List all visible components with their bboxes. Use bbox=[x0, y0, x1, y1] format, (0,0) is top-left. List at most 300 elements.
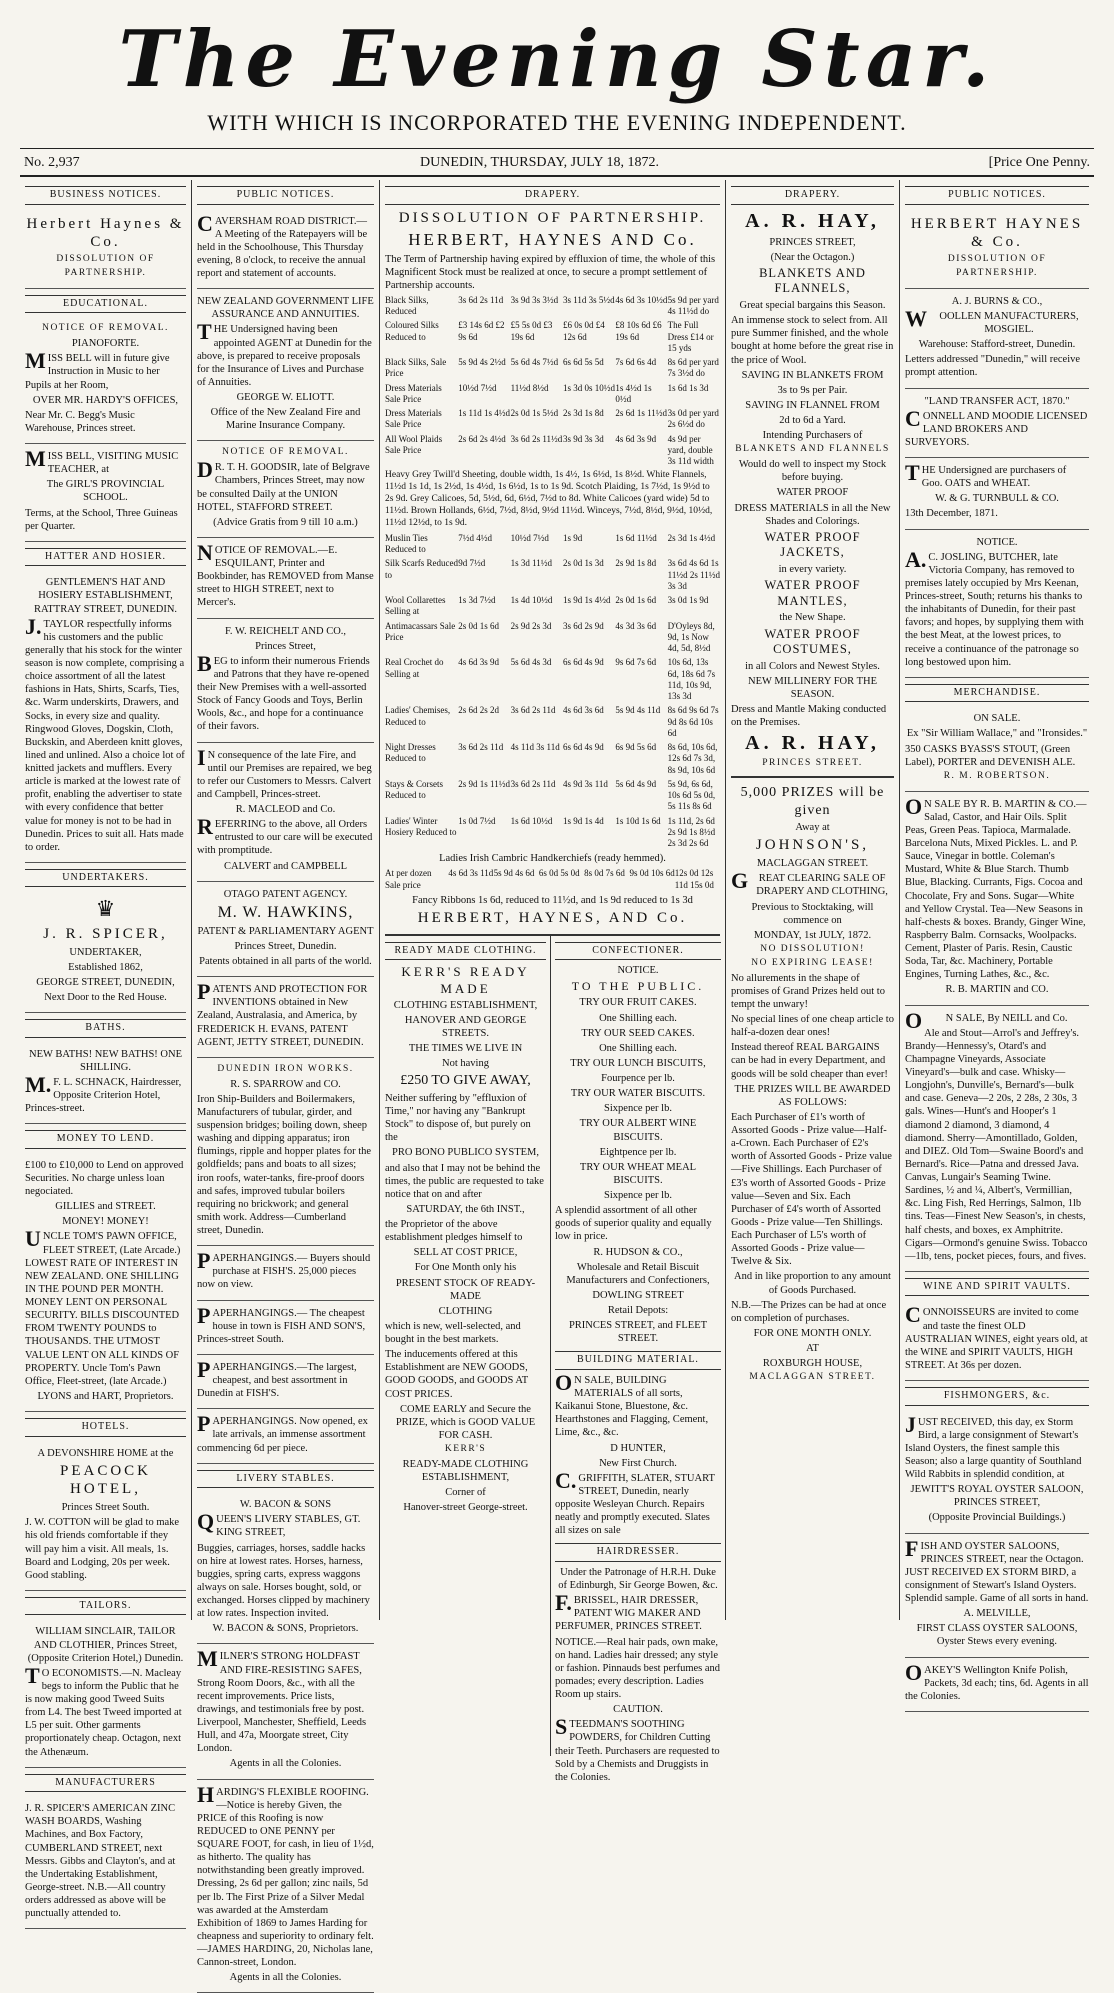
ad-line: One Shilling each. bbox=[555, 1042, 721, 1055]
ad-melville bbox=[905, 1534, 1089, 1658]
ad-body: No allurements in the shape of promises of Grand Prizes held out to tempt the unwary! bbox=[731, 972, 894, 1011]
ad-title: GENTLEMEN'S HAT AND HOSIERY ESTABLISHMENT, RATTRAY STREET, DUNEDIN. bbox=[25, 576, 186, 615]
price-cell: 3s 6d 2s 11d bbox=[511, 779, 563, 813]
ad-body: An immense stock to select from. All pure Summer finished, and the whole bought at home before the great rise in the price of Wool. bbox=[731, 314, 894, 367]
ad-line: FOR ONE MONTH ONLY. bbox=[731, 1327, 894, 1340]
section-heading: MANUFACTURERS bbox=[25, 1774, 186, 1793]
price-cell: £5 5s 0d £3 19s 6d bbox=[511, 320, 563, 354]
ad-line: PARTNERSHIP. bbox=[905, 268, 1089, 280]
section-heading: MONEY TO LEND. bbox=[25, 1130, 186, 1149]
ad-paper-4 bbox=[197, 1409, 374, 1463]
ad-title: NEW BATHS! NEW BATHS! ONE SHILLING. bbox=[25, 1048, 186, 1074]
ad-line: NEW MILLINERY FOR THE SEASON. bbox=[731, 675, 894, 701]
ad-title: M. W. HAWKINS, bbox=[197, 903, 374, 923]
price-cell: 6s 9d 5s 6d bbox=[615, 742, 667, 776]
ad-line: GEORGE STREET, DUNEDIN, bbox=[25, 976, 186, 989]
ad-body: A splendid assortment of all other goods of superior quality and equally low in price. bbox=[555, 1204, 721, 1243]
price-cell: Black Silks, Reduced bbox=[385, 295, 458, 318]
price-cell: Wool Collarettes Selling at bbox=[385, 595, 458, 618]
price-cell: At per dozen Sale price bbox=[385, 868, 448, 891]
ad-body: J.TAYLOR respectfully informs his customers and the public generally that his stock for the winter season is now complete, comprising a choice assortment of all the latest fashions in Hats, Shirts, Scarfs, Ties, &c. Warm underskirts, Drawers, and Socks, in every size and quality. Ringwood Gloves, Dogskin, Cloth, Buckskin, and Aberdeen knitt gloves, lined and unlined. Also a choice lot of knitted jackets and mufflers. Every article is marked at the lowest rate of profit, enabling the advertiser to state with every confidence that better value for money is not to be had in Dunedin. Prices to suit all. Hats made to order. bbox=[25, 618, 186, 854]
ad-body: REFERRING to the above, all Orders entrusted to our care will be executed with promptitude. bbox=[197, 818, 374, 857]
ad-body: DR. T. H. GOODSIR, late of Belgrave Chambers, Princes Street, may now be consulted Daily at the UNION HOTEL, STAFFORD STREET. bbox=[197, 461, 374, 514]
ad-line: Princes Street South. bbox=[25, 1501, 186, 1514]
ad-line: PRINCES STREET, bbox=[731, 236, 894, 249]
section-heading: PUBLIC NOTICES. bbox=[197, 186, 374, 205]
price-cell: 9s 6d 7s 6d bbox=[615, 657, 667, 702]
ad-esquilant bbox=[197, 538, 374, 619]
column-3 bbox=[380, 180, 726, 1620]
ad-line: PARTNERSHIP. bbox=[25, 268, 186, 280]
ad-title: PEACOCK HOTEL, bbox=[25, 1462, 186, 1500]
issue-number: No. 2,937 bbox=[24, 155, 80, 171]
section-heading: HATTER AND HOSIER. bbox=[25, 548, 186, 567]
price-cell: 4s 6d 3s 9d bbox=[615, 434, 667, 468]
price-cell: 10½d 7½d bbox=[511, 533, 563, 556]
ad-line: Eightpence per lb. bbox=[555, 1146, 721, 1159]
ad-line: Warehouse: Stafford-street, Dunedin. bbox=[905, 338, 1089, 351]
price-row bbox=[385, 408, 720, 431]
price-cell: 2s 6d 1s 11½d bbox=[615, 408, 667, 431]
ad-evans bbox=[197, 977, 374, 1058]
price-cell: Dress Materials Sale Price bbox=[385, 383, 458, 406]
ad-title: NOTICE OF REMOVAL. bbox=[25, 323, 186, 335]
ad-body: TO ECONOMISTS.—N. Macleay begs to inform the Public that he is now making good Tweed Suits from L4. The best Tweed imported at L5 per suit. Other garments proportionately cheap. Octagon, next the Athenæum. bbox=[25, 1667, 186, 1759]
ad-title: JOHNSON'S, bbox=[731, 836, 894, 855]
column-5 bbox=[900, 180, 1094, 1620]
price-cell: 5s 6d 4s 3d bbox=[511, 657, 563, 702]
ad-line: Agents in all the Colonies. bbox=[197, 1757, 374, 1770]
ad-line: W. & G. TURNBULL & CO. bbox=[905, 492, 1089, 505]
ad-title: 5,000 PRIZES will be given bbox=[731, 784, 894, 819]
ad-title: QUEEN'S LIVERY STABLES, GT. KING STREET, bbox=[197, 1513, 374, 1539]
ad-line: Previous to Stocktaking, will commence on bbox=[731, 901, 894, 927]
section-heading: DRAPERY. bbox=[385, 186, 720, 205]
ad-turnbull bbox=[905, 458, 1089, 530]
price-list bbox=[385, 295, 720, 468]
price-cell: 2s 9d 1s 8d bbox=[615, 558, 667, 592]
ad-peacock bbox=[25, 1441, 186, 1591]
ad-bell-visiting bbox=[25, 444, 186, 542]
price-cell: 3s 6d 2s 11½d bbox=[511, 434, 563, 468]
ad-body: Each Purchaser of £1's worth of Assorted Goods - Prize value—Half-a-Crown. Each Purchaser of £2's worth of Assorted Goods - Prize value—Five Shillings. Each Purchaser of £3's worth of Assorted Goods - Prize value—Seven and Six. Each Purchaser of £4's worth of Assorted Goods - Prize value—Ten Shillings. Each Purchaser of L5's worth of Assorted Goods - Prize value—Twelve & Six. bbox=[731, 1111, 894, 1269]
price-list bbox=[385, 533, 720, 850]
section-heading: HOTELS. bbox=[25, 1418, 186, 1437]
ad-body: F.BRISSEL, HAIR DRESSER, PATENT WIG MAKER AND PERFUMER, PRINCES STREET. bbox=[555, 1594, 721, 1633]
column-2 bbox=[192, 180, 380, 1620]
ad-line: BLANKETS AND FLANNELS bbox=[731, 444, 894, 456]
ad-josling bbox=[905, 530, 1089, 678]
ad-title: KERR'S bbox=[385, 1444, 546, 1456]
ad-nzgov bbox=[197, 289, 374, 441]
ad-sinclair bbox=[25, 1619, 186, 1767]
ad-body: J. R. SPICER'S AMERICAN ZINC WASH BOARDS, Washing Machines, and Box Factory, CUMBERLAND STREET, next Messrs. Gibbs and Clayton's, and at the Undertaking Establishment, George-street. N.B.—All country orders addressed as above will be punctually attended to. bbox=[25, 1802, 186, 1920]
masthead bbox=[20, 10, 1094, 140]
price-cell: 5s 9d 4s 11d bbox=[615, 705, 667, 739]
ad-body: HARDING'S FLEXIBLE ROOFING. —Notice is hereby Given, the PRICE of this Roofing is now REDUCED to ONE PENNY per SQUARE FOOT, for cash, in lieu of 1½d, as hitherto. The quality has notwithstanding been greatly improved. Dressing, 2s 6d per gallon; zinc nails, 5d per lb. The First Prize of a Silver Medal was awarded at the Amsterdam Exhibition of 1869 to James Harding for cheapness and superiority to ordinary felt.—JAMES HARDING, 20, Nicholas lane, Cannon-street, London. bbox=[197, 1786, 374, 1970]
ad-body: CONNOISSEURS are invited to come and taste the finest OLD AUSTRALIAN WINES, eight years old, at the WINE and SPIRIT VAULTS, HIGH STREET. At 36s per dozen. bbox=[905, 1306, 1089, 1372]
price-cell: 4s 6d 3s 10½d bbox=[615, 295, 667, 318]
price-cell: 3s 0d per yard 2s 6½d do bbox=[668, 408, 720, 431]
ad-body: Letters addressed "Dunedin," will receive prompt attention. bbox=[905, 353, 1089, 379]
column-1 bbox=[20, 180, 192, 1620]
ad-iron-works bbox=[197, 1058, 374, 1246]
price-cell: 6s 0d 5s 0d bbox=[539, 868, 584, 891]
ad-line: LYONS and HART, Proprietors. bbox=[25, 1390, 186, 1403]
ad-body: Ale and Stout—Arrol's and Jeffrey's. Brandy—Hennessy's, Otard's and Champagne Vineyards, Associate Vineyard's—bulk and case. Whisky—Longjohn's, Dunville's, Bernard's—bulk and case. Geneva—2 20s, 2 28s, 2 30s, 3 gals. Wines—Hunt's and Hooper's 1 diamond 2 diamond, 3 diamond, 4 diamond. Sherry—Amontillado, Golden, and DIEZ. Old Tom—Swaine Boord's and Bernard's. Rice—Patna and dressed Java. Canvas, Lungair's Seaming Twine. Sardines, ½ and ¼, Albert's, Vermillian, &c. Ling Fish, Red Herrings, Salmon, 1lb tins. Teas—Finest New Season's, in chests, half chests, and boxes, ex Amphitrite. Cigars—Ormond's genuine Swiss. Tobacco—1lb, tens, pocket pieces, fours, and fives. bbox=[905, 1027, 1089, 1263]
ad-haynes bbox=[25, 209, 186, 289]
ad-body: which is new, well-selected, and bought in the best markets. bbox=[385, 1320, 546, 1346]
ad-body: 350 CASKS BYASS'S STOUT, (Green Label), PORTER and DEVENISH ALE. bbox=[905, 743, 1089, 769]
ad-taylor bbox=[25, 570, 186, 863]
ad-body: NOTICE OF REMOVAL.—E. ESQUILANT, Printer and Bookbinder, has REMOVED from Manse street to HIGH STREET, next to Mercer's. bbox=[197, 544, 374, 610]
ad-line: Agents in all the Colonies. bbox=[197, 1971, 374, 1984]
price-cell: 1s 11d 1s 4½d bbox=[458, 408, 510, 431]
price-cell: 4s 6d 3s 6d bbox=[563, 705, 615, 739]
ad-body: MISS BELL will in future give Instruction in Music to her Pupils at her Room, bbox=[25, 352, 186, 391]
price-cell: 3s 6d 4s 6d 1s 11½d 2s 11½d 3s 3d bbox=[668, 558, 720, 592]
ad-line: WATER PROOF bbox=[731, 486, 894, 499]
price-cell: 4s 3d 3s 6d bbox=[615, 621, 667, 655]
section-heading: BUSINESS NOTICES. bbox=[25, 186, 186, 205]
price-cell: 7s 6d 6s 4d bbox=[615, 357, 667, 380]
price-cell: Silk Scarfs Reduced to bbox=[385, 558, 458, 592]
issue-price: [Price One Penny. bbox=[989, 155, 1090, 171]
ad-haynes-2 bbox=[905, 209, 1089, 289]
price-cell: 4s 6d 3s 11d bbox=[448, 868, 493, 891]
ad-body: Neither suffering by "effluxion of Time," nor having any "Bankrupt Stock" to dispose of, but purely on the bbox=[385, 1092, 546, 1145]
price-cell: £6 0s 0d £4 12s 6d bbox=[563, 320, 615, 354]
column-3b bbox=[555, 936, 721, 1756]
price-cell: 1s 9d 1s 4d bbox=[563, 816, 615, 850]
ad-line: MONDAY, 1st JULY, 1872. bbox=[731, 929, 894, 942]
price-cell: Coloured Silks Reduced to bbox=[385, 320, 458, 354]
ad-robertson bbox=[905, 706, 1089, 791]
ad-line: W. BACON & SONS bbox=[197, 1498, 374, 1511]
ad-line: DOWLING STREET bbox=[555, 1289, 721, 1302]
ad-title: HERBERT, HAYNES AND Co. bbox=[385, 229, 720, 250]
ad-line: (Near the Octagon.) bbox=[731, 251, 894, 264]
ad-line: Great special bargains this Season. bbox=[731, 299, 894, 312]
ad-line: in every variety. bbox=[731, 563, 894, 576]
price-row bbox=[385, 742, 720, 776]
ad-line: Under the Patronage of H.R.H. Duke of Edinburgh, Sir George Bowen, &c. bbox=[555, 1566, 721, 1592]
price-cell: 2s 6d 2s 4½d bbox=[458, 434, 510, 468]
ad-line: THE PRIZES WILL BE AWARDED AS FOLLOWS: bbox=[731, 1083, 894, 1109]
ad-line: MACLAGGAN STREET. bbox=[731, 1372, 894, 1384]
price-row bbox=[385, 383, 720, 406]
ad-body: PAPERHANGINGS.— Buyers should purchase at FISH'S. 25,000 pieces now on view. bbox=[197, 1252, 374, 1291]
ad-line: The GIRL'S PROVINCIAL SCHOOL. bbox=[25, 478, 186, 504]
ad-line: A. MELVILLE, bbox=[905, 1607, 1089, 1620]
ad-line: Patents obtained in all parts of the world. bbox=[197, 955, 374, 968]
ad-line: CLOTHING bbox=[385, 1305, 546, 1318]
ad-title: GREAT CLEARING SALE OF DRAPERY AND CLOTHING, bbox=[731, 872, 894, 898]
section-heading: READY MADE CLOTHING. bbox=[385, 942, 546, 961]
ad-body: ON SALE BY R. B. MARTIN & CO.— Salad, Castor, and Hair Oils. Split Peas, Green Peas. Tapioca, Marmalade. Barcelona Nuts, Mixed Pickles. L. and P. Sauce, Vinegar in bottle. Coleman's Mustard, White & Blue Starch. Thumb Blue, Blacking. Currants, Figs. Cocoa and Chocolate, Fry and Sons. Sugar—White and Yellow Crystal. Tea—New Seasons in half-chests & boxes. Brandy, Ginger Wine, Raspberry Balm. Cornsacks, Woolpacks. Cement, Plaster of Paris. Resin, Caustic Soda, Tar, &c. Machinery, Portable Engines, Turning Lathes, &c., &c. bbox=[905, 798, 1089, 982]
ad-body: A.C. JOSLING, BUTCHER, late Victoria Company, has removed to premises lately occupied by Mrs Keenan, Princes-street, South; returns his thanks to the inhabitants of Dunedin, for their past favors; and hopes, by supplying them with the best Meat, at the lowest prices, to receive a continuance of the patronage so long bestowed upon him. bbox=[905, 551, 1089, 669]
ad-title: NEW ZEALAND GOVERNMENT LIFE ASSURANCE AND ANNUITIES. bbox=[197, 295, 374, 321]
ad-body: UNCLE TOM'S PAWN OFFICE, FLEET STREET, (Late Arcade.) LOWEST RATE OF INTEREST IN NEW ZEALAND. ONE SHILLING IN THE POUND PER MONTH. MONEY LENT ON PERSONAL SECURITY. BILLS DISCOUNTED FROM TWENTY POUNDS to THOUSANDS. THE UTMOST VALUE LENT ON ALL KINDS OF PROPERTY. Uncle Tom's Pawn Office, Fleet-street, (late Arcade.) bbox=[25, 1230, 186, 1388]
price-row bbox=[385, 705, 720, 739]
section-heading: LIVERY STABLES. bbox=[197, 1470, 374, 1489]
price-cell: 1s 4½d 1s 0½d bbox=[615, 383, 667, 406]
columns bbox=[20, 180, 1094, 1620]
ad-body: Iron Ship-Builders and Boilermakers, Manufacturers of tubular, girder, and suspension bridges; boiling down, sheep washing and dipping apparatus; iron flumings, ripple and hopper plates for the goldfields; pans and boats to all sizes; iron roofs, water-tanks, fire-proof doors and safes, improved tubular boilers requiring no brickwork; and general smith work. Address—Cumberland street, Dunedin. bbox=[197, 1093, 374, 1237]
ad-body: Instead thereof REAL BARGAINS can be had in every Department, and goods will be sold cheaper than ever! bbox=[731, 1041, 894, 1080]
ad-body: ON SALE, BUILDING MATERIALS of all sorts, Kaikanui Stone, Bluestone, &c. Hearthstones and Flagging, Cement, Lime, &c., &c. bbox=[555, 1374, 721, 1440]
price-cell: £3 14s 6d £2 9s 6d bbox=[458, 320, 510, 354]
ad-body: Buggies, carriages, horses, saddle hacks on hire at lowest rates. Horses, harness, buggies, spring carts, express waggons always on sale. Horses bought, sold, or exchanged. Horses clipped by machinery at low rates. Inspection invited. bbox=[197, 1542, 374, 1621]
ad-line: GILLIES and STREET. bbox=[25, 1200, 186, 1213]
ad-body: NOTICE.—Real hair pads, own make, on hand. Ladies hair dressed; any style or fashion. Pinnauds best perfumes and pomades; every description. Ladies Room up stairs. bbox=[555, 1636, 721, 1702]
ad-line: READY-MADE CLOTHING ESTABLISHMENT, bbox=[385, 1458, 546, 1484]
price-cell: 3s 6d 2s 11d bbox=[458, 295, 510, 318]
price-cell: 8s 0d 7s 6d bbox=[584, 868, 629, 891]
price-cell: 2s 6d 2s 2d bbox=[458, 705, 510, 739]
section-heading: UNDERTAKERS. bbox=[25, 869, 186, 888]
ad-body: MISS BELL, VISITING MUSIC TEACHER, at bbox=[25, 450, 186, 476]
ad-line: SAVING IN FLANNEL FROM bbox=[731, 399, 894, 412]
ad-line: (Opposite Provincial Buildings.) bbox=[905, 1511, 1089, 1524]
ad-line: DISSOLUTION OF bbox=[25, 254, 186, 266]
ad-line: One Shilling each. bbox=[555, 1012, 721, 1025]
ad-line: R. MACLEOD and Co. bbox=[197, 803, 374, 816]
ad-line: Not having bbox=[385, 1057, 546, 1070]
price-cell: 3s 11d 3s 5½d bbox=[563, 295, 615, 318]
ad-line: Intending Purchasers of bbox=[731, 429, 894, 442]
price-row bbox=[385, 868, 720, 891]
ad-line: Terms, at the School, Three Guineas per Quarter. bbox=[25, 507, 186, 533]
ad-body: PAPERHANGINGS.—The largest, cheapest, and best assortment in Dunedin at FISH'S. bbox=[197, 1361, 374, 1400]
ad-line: TRY OUR WATER BISCUITS. bbox=[555, 1087, 721, 1100]
ad-body: M.F. L. SCHNACK, Hairdresser, Opposite Criterion Hotel, Princes-street. bbox=[25, 1076, 186, 1115]
ad-line: DISSOLUTION OF bbox=[905, 254, 1089, 266]
ad-line: CLOTHING ESTABLISHMENT, bbox=[385, 999, 546, 1012]
ad-bacon bbox=[197, 1492, 374, 1644]
ad-connoisseurs bbox=[905, 1300, 1089, 1381]
ad-title: ON SALE. bbox=[905, 712, 1089, 725]
price-row bbox=[385, 295, 720, 318]
ad-line: COME EARLY and Secure the PRIZE, which is GOOD VALUE FOR CASH. bbox=[385, 1403, 546, 1442]
ad-line: PRINCES STREET. bbox=[731, 758, 894, 770]
ad-line: CALVERT and CAMPBELL bbox=[197, 860, 374, 873]
ad-line: SELL AT COST PRICE, bbox=[385, 1246, 546, 1259]
ad-line: WATER PROOF JACKETS, bbox=[731, 530, 894, 561]
price-cell: Real Crochet do Selling at bbox=[385, 657, 458, 702]
ad-line: New First Church. bbox=[555, 1457, 721, 1470]
ad-line: W. BACON & SONS, Proprietors. bbox=[197, 1622, 374, 1635]
ad-body: PAPERHANGINGS. Now opened, ex late arrivals, an immense assortment commencing 6d per piece. bbox=[197, 1415, 374, 1454]
price-row bbox=[385, 657, 720, 702]
ad-title: TO THE PUBLIC. bbox=[555, 979, 721, 994]
price-cell: 5s 9d 4s 2½d bbox=[458, 357, 510, 380]
price-cell: 4s 6d 3s 9d bbox=[458, 657, 510, 702]
issue-date: DUNEDIN, THURSDAY, JULY 18, 1872. bbox=[420, 155, 659, 171]
ad-title: NOTICE. bbox=[905, 536, 1089, 549]
price-cell: 8s 6d per yard 7s 3½d do bbox=[668, 357, 720, 380]
ad-line: Ladies Irish Cambric Handkerchiefs (ready hemmed). bbox=[385, 852, 720, 865]
ad-line: Near Mr. C. Begg's Music Warehouse, Princes street. bbox=[25, 409, 186, 435]
ad-line: Established 1862, bbox=[25, 961, 186, 974]
price-cell: 3s 6d 2s 11d bbox=[511, 705, 563, 739]
price-cell: 2s 0d 1s 6d bbox=[615, 595, 667, 618]
ad-title: KERR'S READY MADE bbox=[385, 964, 546, 997]
ad-line: PATENT & PARLIAMENTARY AGENT bbox=[197, 925, 374, 938]
price-cell: 1s 0d 7½d bbox=[458, 816, 510, 850]
price-cell: 2s 3d 1s 4½d bbox=[668, 533, 720, 556]
price-cell: 2s 0d 1s 3d bbox=[563, 558, 615, 592]
ad-body: BEG to inform their numerous Friends and Patrons that they have re-opened their New Premises with a well-assorted Stock of Fancy Goods and Toys, Berlin Wools, &c., and hope for a continuance of their favors. bbox=[197, 655, 374, 734]
ad-line: TRY OUR SEED CAKES. bbox=[555, 1027, 721, 1040]
ad-jewitt bbox=[905, 1410, 1089, 1534]
royal-crest-icon: ♛ bbox=[25, 895, 186, 923]
dateline-bar bbox=[20, 148, 1094, 177]
ad-line: 13th December, 1871. bbox=[905, 507, 1089, 520]
section-heading: HAIRDRESSER. bbox=[555, 1543, 721, 1562]
price-cell: 1s 6d 11½d bbox=[615, 533, 667, 556]
ad-line: Would do well to inspect my Stock before buying. bbox=[731, 458, 894, 484]
price-cell: Stays & Corsets Reduced to bbox=[385, 779, 458, 813]
ad-body: The inducements offered at this Establishment are NEW GOODS, GOOD GOODS, and GOODS AT COST PRICES. bbox=[385, 1348, 546, 1401]
ad-line: For One Month only his bbox=[385, 1261, 546, 1274]
ad-line: Office of the New Zealand Fire and Marine Insurance Company. bbox=[197, 406, 374, 432]
ad-line: 3s to 9s per Pair. bbox=[731, 384, 894, 397]
ad-line: Corner of bbox=[385, 1486, 546, 1499]
price-cell: 8s 6d 9s 6d 7s 9d 8s 6d 10s 6d bbox=[668, 705, 720, 739]
newspaper-subtitle: WITH WHICH IS INCORPORATED THE EVENING INDEPENDENT. bbox=[20, 110, 1094, 136]
ad-line: AT bbox=[731, 1342, 894, 1355]
price-cell: 3s 6d 2s 11d bbox=[458, 742, 510, 776]
price-row bbox=[385, 621, 720, 655]
ad-connell bbox=[905, 389, 1089, 459]
ad-caversham bbox=[197, 209, 374, 290]
ad-line: THE TIMES WE LIVE IN bbox=[385, 1042, 546, 1055]
ad-line: NO DISSOLUTION! bbox=[731, 944, 894, 956]
price-cell: 1s 11d, 2s 6d 2s 9d 1s 8½d 2s 3d 2s 6d bbox=[668, 816, 720, 850]
price-cell: Ladies' Winter Hosiery Reduced to bbox=[385, 816, 458, 850]
ad-paper-2 bbox=[197, 1301, 374, 1355]
ad-line: Away at bbox=[731, 821, 894, 834]
price-cell: 1s 9d bbox=[563, 533, 615, 556]
ad-line: TRY OUR FRUIT CAKES. bbox=[555, 996, 721, 1009]
ad-line: Wholesale and Retail Biscuit Manufacturers and Confectioners, bbox=[555, 1261, 721, 1287]
price-cell: £8 10s 6d £6 19s 6d bbox=[615, 320, 667, 354]
ad-line: HANOVER AND GEORGE STREETS. bbox=[385, 1014, 546, 1040]
ad-title: £250 TO GIVE AWAY, bbox=[385, 1072, 546, 1090]
price-cell: 6s 6d 5s 5d bbox=[563, 357, 615, 380]
ad-baths bbox=[25, 1042, 186, 1125]
price-cell: 2s 9d 2s 3d bbox=[511, 621, 563, 655]
price-cell: 2s 3d 1s 8d bbox=[563, 408, 615, 431]
ad-line: FIRST CLASS OYSTER SALOONS, Oyster Stews every evening. bbox=[905, 1622, 1089, 1648]
ad-line: WATER PROOF MANTLES, bbox=[731, 578, 894, 609]
ad-money bbox=[25, 1153, 186, 1412]
ad-body: N.B.—The Prizes can be had at once on completion of purchases. bbox=[731, 1299, 894, 1325]
ad-oakey bbox=[905, 1658, 1089, 1712]
section-heading: TAILORS. bbox=[25, 1597, 186, 1616]
price-row bbox=[385, 357, 720, 380]
price-cell: 1s 9d 1s 4½d bbox=[563, 595, 615, 618]
ad-body: The Term of Partnership having expired by effluxion of time, the whole of this Magnificent Stock must be realized at once, to secure a prompt settlement of Partnership accounts. bbox=[385, 253, 720, 292]
ad-body: the Proprietor of the above establishment pledges himself to bbox=[385, 1218, 546, 1244]
ad-line: A. J. BURNS & CO., bbox=[905, 295, 1089, 308]
ad-body: IN consequence of the late Fire, and until our Premises are repaired, we beg to refer our Customers to Messrs. Calvert and Campbell, Princes-street. bbox=[197, 749, 374, 802]
ad-title: ON SALE, By NEILL and Co. bbox=[905, 1012, 1089, 1025]
ad-line: MACLAGGAN STREET. bbox=[731, 857, 894, 870]
ad-line: D HUNTER, bbox=[555, 1442, 721, 1455]
ad-body: and also that I may not be behind the times, the public are requested to take notice that on and after bbox=[385, 1162, 546, 1201]
sub-columns bbox=[385, 934, 720, 1756]
ad-title: NOTICE OF REMOVAL. bbox=[197, 447, 374, 459]
ad-paper-1 bbox=[197, 1246, 374, 1300]
price-cell: 4s 9d per yard, double 3s 11d width bbox=[668, 434, 720, 468]
price-cell: Dress Materials Sale Price bbox=[385, 408, 458, 431]
ad-title: WILLIAM SINCLAIR, TAILOR AND CLOTHIER, Princes Street, (Opposite Criterion Hotel,) Dunedin. bbox=[25, 1625, 186, 1664]
ad-line: Fancy Ribbons 1s 6d, reduced to 11½d, and 1s 9d reduced to 1s 3d bbox=[385, 894, 720, 907]
price-cell: D'Oyleys 8d, 9d, 1s Now 4d, 5d, 8½d bbox=[668, 621, 720, 655]
price-cell: 1s 6d 1s 3d bbox=[668, 383, 720, 406]
section-heading: DRAPERY. bbox=[731, 186, 894, 205]
ad-line: Sixpence per lb. bbox=[555, 1102, 721, 1115]
price-cell: 4s 9d 3s 11d bbox=[563, 779, 615, 813]
ad-body: Dress and Mantle Making conducted on the Premises. bbox=[731, 703, 894, 729]
price-cell: 1s 4d 10½d bbox=[511, 595, 563, 618]
ad-line: SAVING IN BLANKETS FROM bbox=[731, 369, 894, 382]
price-cell: 5s 9d 4s 6d bbox=[494, 868, 539, 891]
ad-body: FISH AND OYSTER SALOONS, PRINCES STREET, near the Octagon. JUST RECEIVED EX STORM BIRD, a consignment of Stewart's Island Oysters. Splendid sample. Game of all sorts in hand. bbox=[905, 1540, 1089, 1606]
ad-line: R. S. SPARROW and CO. bbox=[197, 1078, 374, 1091]
ad-line: ROXBURGH HOUSE, bbox=[731, 1357, 894, 1370]
ad-zinc bbox=[25, 1796, 186, 1929]
ad-line: Next Door to the Red House. bbox=[25, 991, 186, 1004]
price-cell: 8s 6d, 10s 6d, 12s 6d 7s 3d, 8s 9d, 10s 6d bbox=[668, 742, 720, 776]
ad-title: HERBERT, HAYNES, AND Co. bbox=[385, 909, 720, 928]
ad-martin bbox=[905, 792, 1089, 1006]
ad-bell-removal bbox=[25, 317, 186, 444]
price-row bbox=[385, 320, 720, 354]
price-row bbox=[385, 558, 720, 592]
ad-title: BLANKETS AND FLANNELS, bbox=[731, 266, 894, 297]
ad-body: THE Undersigned having been appointed AGENT at Dunedin for the above, is prepared to receive proposals for the Insurance of Lives and Purchase of Annuities. bbox=[197, 323, 374, 389]
ad-neill bbox=[905, 1006, 1089, 1272]
ad-harding bbox=[197, 1780, 374, 1993]
ad-line: Sixpence per lb. bbox=[555, 1189, 721, 1202]
price-cell: 12s 0d 12s 11d 15s 0d bbox=[675, 868, 720, 891]
section-heading: BATHS. bbox=[25, 1019, 186, 1038]
price-cell: 1s 6d 10½d bbox=[511, 816, 563, 850]
ad-line: PRO BONO PUBLICO SYSTEM, bbox=[385, 1146, 546, 1159]
ad-body: PATENTS AND PROTECTION FOR INVENTIONS obtained in New Zealand, Australasia, and America, by FREDERICK H. EVANS, PATENT AGENT, JETTY STREET, DUNEDIN. bbox=[197, 983, 374, 1049]
ad-body: OAKEY'S Wellington Knife Polish, Packets, 3d each; tins, 6d. Agents in all the Colonies. bbox=[905, 1664, 1089, 1703]
price-cell: 3s 0d 1s 9d bbox=[668, 595, 720, 618]
ad-line: "LAND TRANSFER ACT, 1870." bbox=[905, 395, 1089, 408]
ad-title: F. W. REICHELT AND CO., bbox=[197, 625, 374, 638]
ad-title: CAUTION. bbox=[555, 1703, 721, 1716]
price-cell: 10½d 7½d bbox=[458, 383, 510, 406]
ad-line: Fourpence per lb. bbox=[555, 1072, 721, 1085]
ad-line: the New Shape. bbox=[731, 611, 894, 624]
ad-line: NO EXPIRING LEASE! bbox=[731, 958, 894, 970]
ad-body: THE Undersigned are purchasers of Goo. OATS and WHEAT. bbox=[905, 464, 1089, 490]
ad-line: A DEVONSHIRE HOME at the bbox=[25, 1447, 186, 1460]
ad-line: SATURDAY, the 6th INST., bbox=[385, 1203, 546, 1216]
ad-body: STEEDMAN'S SOOTHING POWDERS, for Children Cutting their Teeth. Purchasers are requested to Sold by a Chemists and Druggists in the Colonies. bbox=[555, 1718, 721, 1784]
price-cell: Ladies' Chemises, Reduced to bbox=[385, 705, 458, 739]
ad-line: 2d to 6d a Yard. bbox=[731, 414, 894, 427]
ad-title: WOOLLEN MANUFACTURERS, MOSGIEL. bbox=[905, 310, 1089, 336]
price-cell: 3s 9d 3s 3d bbox=[563, 434, 615, 468]
